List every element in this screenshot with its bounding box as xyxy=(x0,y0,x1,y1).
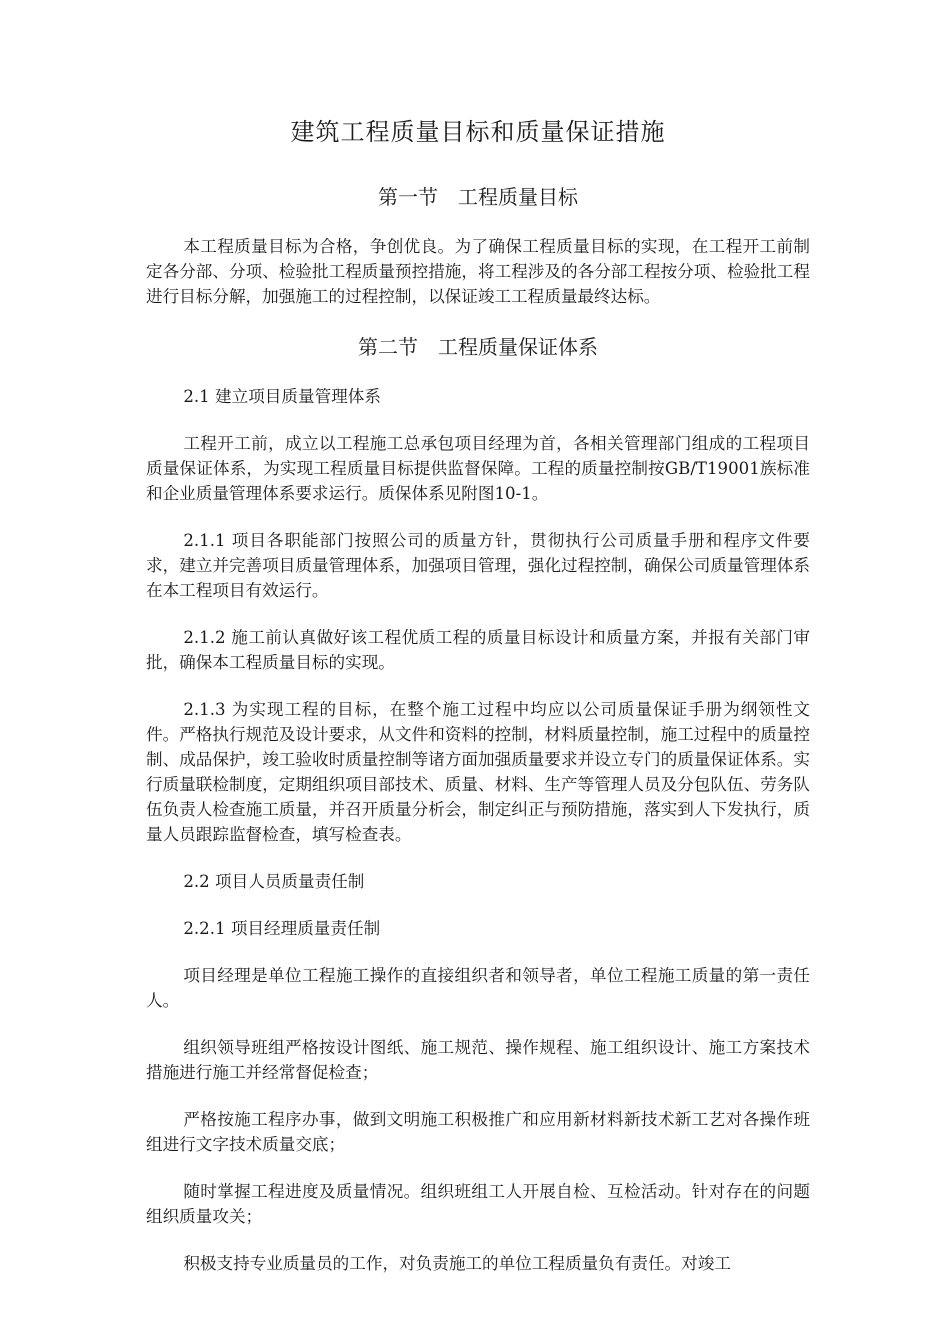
subsection-2-2-heading: 2.2 项目人员质量责任制 xyxy=(183,872,365,891)
document-title: 建筑工程质量目标和质量保证措施 xyxy=(290,118,666,146)
section-2-heading: 第二节 工程质量保证体系 xyxy=(358,335,598,359)
paragraph-manager-role: 项目经理是单位工程施工操作的直接组织者和领导者，单位工程施工质量的第一责任人。 xyxy=(146,966,810,1010)
paragraph-2-1-3: 2.1.3 为实现工程的目标，在整个施工过程中均应以公司质量保证手册为纲领性文件。严格执行规范及设计要求，从文件和资料的控制，材料质量控制，施工过程中的质量控制、成品保护，竣工验收时质量控制等诸方面加强质量要求并设立专门的质量保证体系。实行质量联检制度，定期组织项目部技术、质量、材料、生产等管理人员及分包队伍、劳务队伍负责人检查施工质量，并召开质量分析会，制定纠正与预防措施，落实到人下发执行，质量人员跟踪监督检查，填写检查表。 xyxy=(146,700,810,844)
paragraph-manager-duty-1: 组织领导班组严格按设计图纸、施工规范、操作规程、施工组织设计、施工方案技术措施进行施工并经常督促检查； xyxy=(146,1038,810,1082)
subsection-2-1-heading: 2.1 建立项目质量管理体系 xyxy=(183,387,381,406)
paragraph-2-1-1: 2.1.1 项目各职能部门按照公司的质量方针，贯彻执行公司质量手册和程序文件要求，建立并完善项目质量管理体系，加强项目管理，强化过程控制，确保公司质量管理体系在本工程项目有效运行。 xyxy=(146,531,810,600)
paragraph-2-1-2: 2.1.2 施工前认真做好该工程优质工程的质量目标设计和质量方案，并报有关部门审批，确保本工程质量目标的实现。 xyxy=(146,628,810,672)
paragraph-manager-duty-2: 严格按施工程序办事，做到文明施工积极推广和应用新材料新技术新工艺对各操作班组进行文字技术质量交底； xyxy=(146,1110,810,1154)
paragraph-quality-system: 工程开工前，成立以工程施工总承包项目经理为首，各相关管理部门组成的工程项目质量保证体系，为实现工程质量目标提供监督保障。工程的质量控制按GB/T19001族标准和企业质量管理体系要求运行。质保体系见附图10-1。 xyxy=(146,434,810,503)
subsection-2-2-1-heading: 2.2.1 项目经理质量责任制 xyxy=(183,919,381,938)
section-1-paragraph: 本工程质量目标为合格，争创优良。为了确保工程质量目标的实现，在工程开工前制定各分部、分项、检验批工程质量预控措施，将工程涉及的各分部工程按分项、检验批工程进行目标分解，加强施工的过程控制，以保证竣工工程质量最终达标。 xyxy=(146,237,810,306)
paragraph-manager-duty-4: 积极支持专业质量员的工作，对负责施工的单位工程质量负有责任。对竣工 xyxy=(183,1254,731,1273)
paragraph-manager-duty-3: 随时掌握工程进度及质量情况。组织班组工人开展自检、互检活动。针对存在的问题组织质量攻关； xyxy=(146,1182,810,1226)
document-body xyxy=(146,112,810,1298)
section-1-heading: 第一节 工程质量目标 xyxy=(378,185,578,209)
